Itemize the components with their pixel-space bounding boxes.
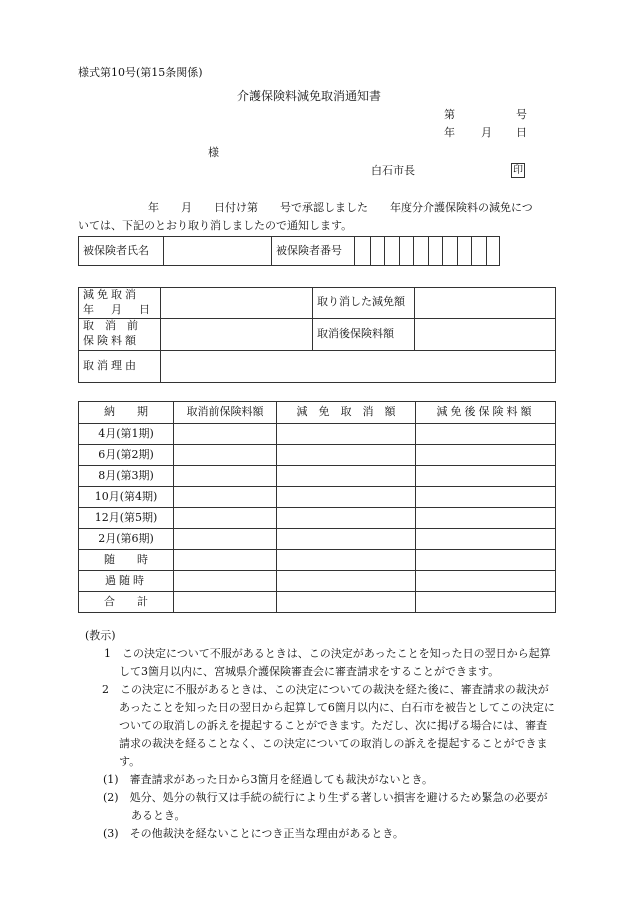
seal-mark [511,163,525,178]
before-amount-cell[interactable] [174,529,277,550]
reduction-cancel-cell[interactable] [277,487,416,508]
before-amount-label [79,318,161,350]
insured-number-digit[interactable] [486,237,500,266]
insured-number-digit[interactable] [399,237,413,266]
after-amount-total-cell[interactable] [416,592,556,613]
reduction-cancel-cell[interactable] [277,571,416,592]
period-table [78,401,556,613]
before-amount-cell[interactable] [174,508,277,529]
cancel-date-label-line1: 減免取消 [83,288,139,301]
after-amount-cell[interactable] [416,445,556,466]
reduction-cancel-cell[interactable] [277,466,416,487]
date-day: 日 [516,126,527,139]
before-amount-label-line2: 保険料額 [83,334,139,348]
insured-number-digit[interactable] [457,237,471,266]
table-row [79,529,556,550]
table-row [79,445,556,466]
after-amount-label: 取消後保険料額 [313,318,415,350]
before-amount-cell[interactable] [174,424,277,445]
header-due-period: 納 期 [79,402,174,424]
period-label: 4月(第1期) [79,424,174,445]
body-line-2: いては、下記のとおり取り消しましたので通知します。 [78,219,353,232]
reduction-cancel-cell[interactable] [277,445,416,466]
body-line-1: 年 月 日付け第 号で承認しました 年度分介護保険料の減免につ [148,201,533,214]
insured-number-digit[interactable] [371,237,385,266]
notice-item-2: 2 この決定に不服があるときは、この決定についての裁決を経た後に、審査請求の裁決があったことを知った日の翌日から起算して6箇月以内に、白石市を被告としてこの決定についての取消しの訴えを提起することができます。ただし、次に掲げる場合には、審査請求の裁決を経ることなく、この決定についての取消しの訴えを提起することができます。 [102,683,555,768]
before-amount-cell[interactable] [161,318,313,350]
header-reduction-cancel: 減 免 取 消 額 [277,402,416,424]
cancelled-amount-label: 取り消した減免額 [313,288,415,319]
after-amount-cell[interactable] [416,529,556,550]
header-after-amount: 減免後保険料額 [416,402,556,424]
cancelled-amount-cell[interactable] [415,288,556,319]
insured-number-digit[interactable] [443,237,457,266]
notice-section [85,627,555,843]
doc-number-prefix: 第 [444,108,455,121]
period-header-row [79,402,556,424]
document-title: 介護保険料減免取消通知書 [237,89,382,103]
notice-heading: (教示) [85,629,116,642]
insured-number-digit[interactable] [428,237,442,266]
cancel-date-label [79,288,161,319]
header-before-amount: 取消前保険料額 [174,402,277,424]
reduction-cancel-cell[interactable] [277,550,416,571]
date-month: 月 [481,126,492,139]
insured-number-label: 被保険者番号 [271,237,354,266]
insured-number-digit[interactable] [385,237,399,266]
issuer-name: 白石市長 [371,164,415,177]
after-amount-cell[interactable] [416,571,556,592]
after-amount-cell[interactable] [415,318,556,350]
table-row [79,466,556,487]
notice-item-1: 1 この決定について不服があるときは、この決定があったことを知った日の翌日から起算して3箇月以内に、宮城県介護保険審査会に審査請求をすることができます。 [104,647,551,678]
reason-cell[interactable] [161,350,556,382]
table-row [79,508,556,529]
insured-name-cell[interactable] [163,237,271,266]
notice-sub-item-2: (2) 処分、処分の執行又は手続の続行により生ずる著しい損害を避けるため緊急の必要があるとき。 [103,791,548,822]
table-row [79,592,556,613]
before-amount-label-line1: 取 消 前 [83,319,138,333]
insured-number-digit[interactable] [472,237,486,266]
table-row [79,550,556,571]
date-year: 年 [444,126,455,139]
table-row [79,424,556,445]
insured-number-digit[interactable] [414,237,428,266]
before-amount-cell[interactable] [174,487,277,508]
reduction-cancel-cell[interactable] [277,424,416,445]
doc-number-suffix: 号 [516,108,527,121]
total-label: 合 計 [79,592,174,613]
seal-char: 印 [513,165,523,176]
table-row [79,571,556,592]
addressee-suffix: 様 [208,146,219,159]
reduction-cancel-cell[interactable] [277,508,416,529]
before-amount-cell[interactable] [174,466,277,487]
form-number: 様式第10号(第15条関係) [78,66,203,79]
after-amount-cell[interactable] [416,550,556,571]
before-amount-cell[interactable] [174,550,277,571]
notice-sub-item-3: (3) その他裁決を経ないことにつき正当な理由があるとき。 [103,827,404,840]
before-amount-cell[interactable] [174,571,277,592]
reduction-cancel-total-cell[interactable] [277,592,416,613]
after-amount-cell[interactable] [416,508,556,529]
period-label: 6月(第2期) [79,445,174,466]
cancel-info-table [78,287,556,383]
cancel-date-cell[interactable] [161,288,313,319]
period-label: 随 時 [79,550,174,571]
period-label: 8月(第3期) [79,466,174,487]
after-amount-cell[interactable] [416,424,556,445]
before-amount-cell[interactable] [174,445,277,466]
period-label: 12月(第5期) [79,508,174,529]
after-amount-cell[interactable] [416,466,556,487]
insured-table [78,236,500,266]
after-amount-cell[interactable] [416,487,556,508]
before-amount-total-cell[interactable] [174,592,277,613]
cancel-date-label-line2: 年 月 日 [83,302,153,316]
table-row [79,487,556,508]
period-label: 10月(第4期) [79,487,174,508]
reason-label: 取消理由 [79,350,161,382]
insured-number-digit[interactable] [354,237,371,266]
reduction-cancel-cell[interactable] [277,529,416,550]
notice-sub-item-1: (1) 審査請求があった日から3箇月を経過しても裁決がないとき。 [103,773,434,786]
period-label: 2月(第6期) [79,529,174,550]
period-label: 過随時 [79,571,174,592]
insured-name-label: 被保険者氏名 [79,237,164,266]
